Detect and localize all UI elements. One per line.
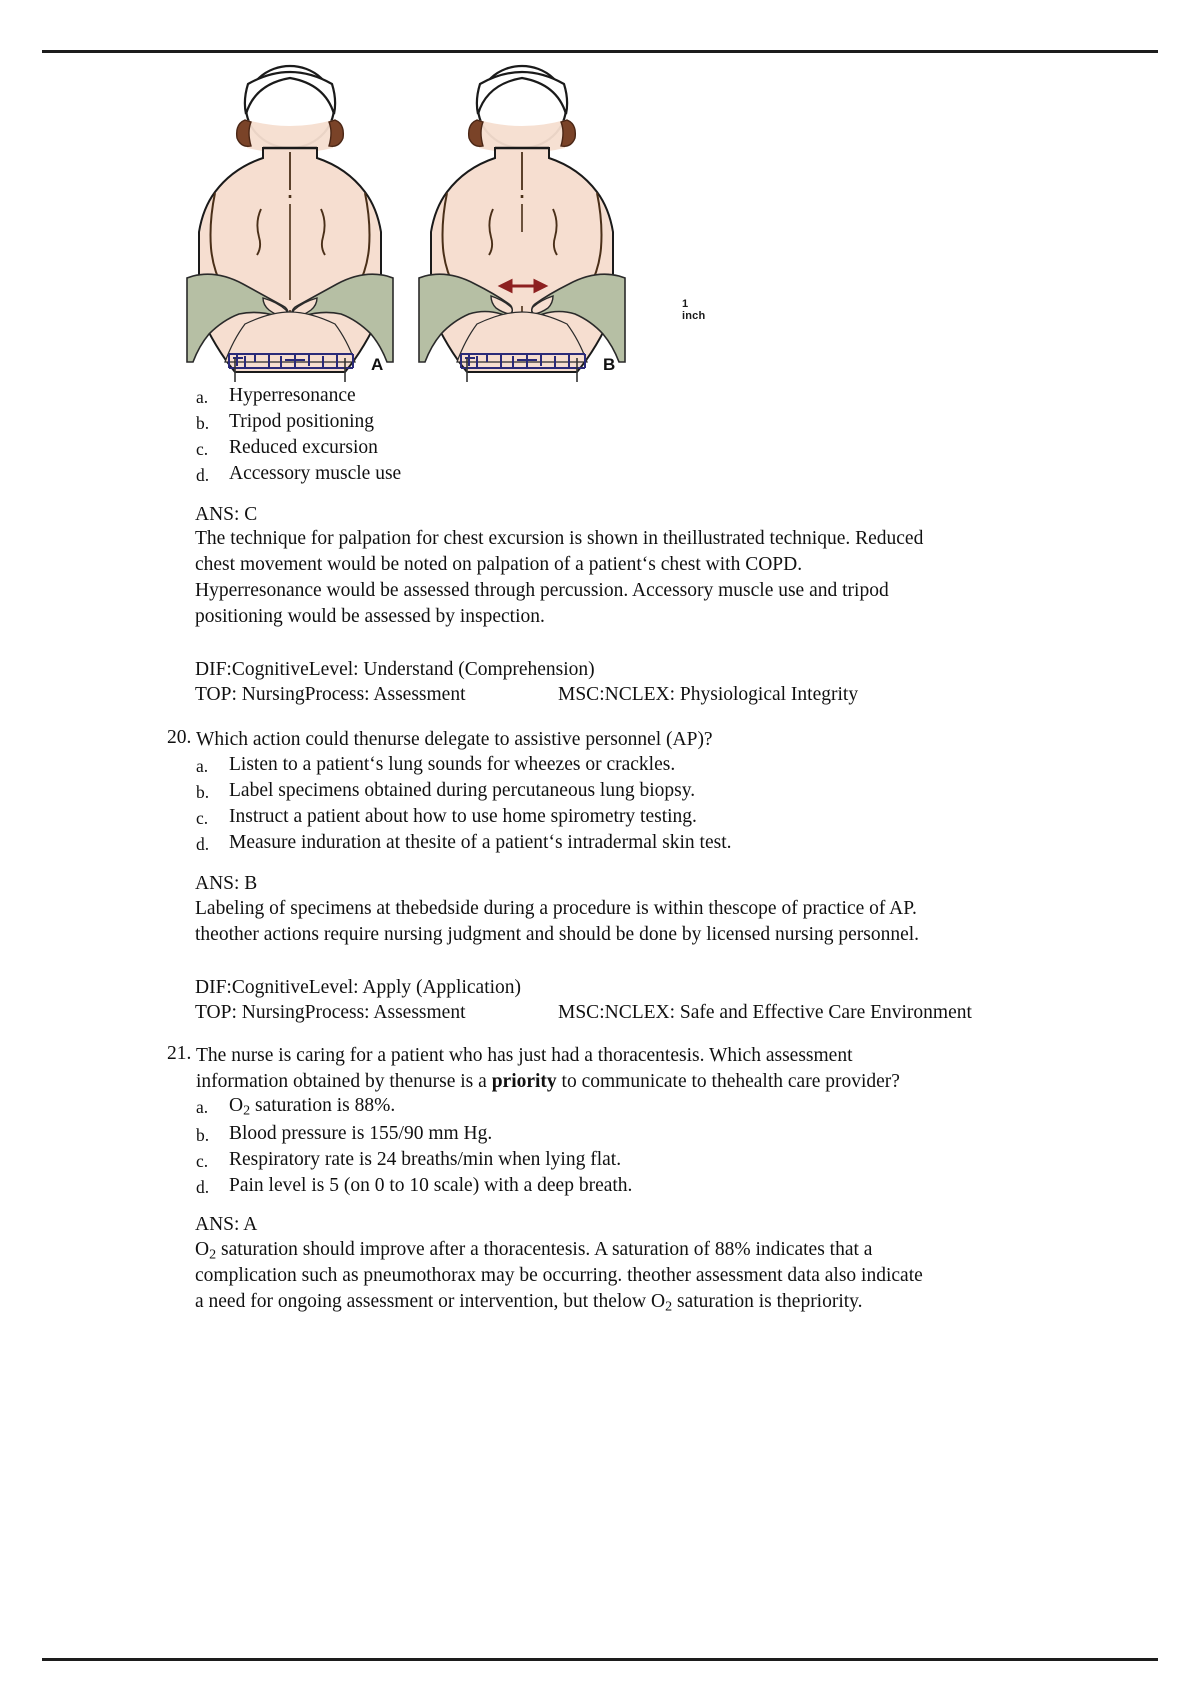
q20-top-line: TOP: NursingProcess: Assessment [195,1002,466,1023]
q21-option-b-letter: b. [196,1125,210,1145]
q21-stem-bold: priority [491,1071,557,1092]
q20-option-a-text[interactable]: Listen to a patient‘s lung sounds for wheezes or crackles. [229,754,676,775]
q21-option-d-text[interactable]: Pain level is 5 (on 0 to 10 scale) with a deep breath. [229,1175,633,1196]
figure-label-a: A [371,355,384,374]
q21-option-a-text[interactable] [229,1095,395,1120]
q21-rat3-sub: 2 [665,1298,673,1315]
q21-stem-line-1: The nurse is caring for a patient who has just had a thoracentesis. Which assessment [196,1045,853,1066]
one-inch-annotation: 1 inch [682,298,706,322]
q19-rationale-line-3: Hyperresonance would be assessed through percussion. Accessory muscle use and tripod [195,580,889,601]
q20-option-d-text[interactable]: Measure induration at thesite of a patient‘s intradermal skin test. [229,832,732,853]
q21-stem-pre: information obtained by thenurse is a [196,1071,492,1092]
q20-rationale-line-1: Labeling of specimens at thebedside during a procedure is within thescope of practice of AP. [195,898,917,919]
q21-rat1-pre: O [195,1239,210,1260]
q19-option-b-text[interactable]: Tripod positioning [229,411,375,432]
figure-label-b: B [603,355,616,374]
q21-rat1-post: saturation should improve after a thoracentesis. A saturation of 88% indicates that a [216,1239,873,1260]
q20-option-b-letter: b. [196,782,210,802]
q21-option-c-text[interactable]: Respiratory rate is 24 breaths/min when lying flat. [229,1149,622,1170]
page-content [0,62,1200,1315]
q19-option-d-text[interactable]: Accessory muscle use [229,463,402,484]
q20-rationale-line-2: theother actions require nursing judgment and should be done by licensed nursing personnel. [195,924,920,945]
q19-option-d-letter: d. [196,465,210,485]
q21-rat3-post: saturation is thepriority. [672,1291,863,1312]
q19-dif-line: DIF:CognitiveLevel: Understand (Comprehension) [195,659,595,680]
q21-number: 21. [167,1043,192,1064]
q20-option-c-letter: c. [196,808,209,828]
figure-panel-a [185,62,395,382]
q20-stem: Which action could thenurse delegate to assistive personnel (AP)? [196,729,713,750]
q21-option-a-letter: a. [196,1097,209,1117]
q19-option-c-letter: c. [196,439,209,459]
q20-option-b-text[interactable]: Label specimens obtained during percutaneous lung biopsy. [229,780,696,801]
q21-opt-a-post: saturation is 88%. [250,1095,396,1116]
q19-option-a-letter: a. [196,387,209,407]
q21-option-d-letter: d. [196,1177,210,1197]
q21-opt-a-pre: O [229,1095,244,1116]
q21-rationale-line-2: complication such as pneumothorax may be occurring. theother assessment data also indicate [195,1265,923,1286]
q21-stem-post: to communicate to thehealth care provider? [556,1071,900,1092]
q19-msc-line: MSC:NCLEX: Physiological Integrity [558,684,859,705]
q19-rationale-line-1: The technique for palpation for chest excursion is shown in theillustrated technique. Reduced [195,528,924,549]
q19-top-line: TOP: NursingProcess: Assessment [195,684,466,705]
q20-option-c-text[interactable]: Instruct a patient about how to use home spirometry testing. [229,806,697,827]
q19-answer: ANS: C [195,504,258,525]
q20-answer: ANS: B [195,873,258,894]
q21-answer: ANS: A [195,1214,258,1235]
q21-rat1-sub: 2 [209,1246,217,1263]
q21-rationale-line-3 [195,1289,863,1320]
q19-rationale-line-4: positioning would be assessed by inspection. [195,606,545,627]
q20-option-a-letter: a. [196,756,209,776]
chest-excursion-figure [185,62,706,382]
q20-dif-line: DIF:CognitiveLevel: Apply (Application) [195,977,522,998]
figure-panel-b [417,62,627,382]
q21-option-b-text[interactable]: Blood pressure is 155/90 mm Hg. [229,1123,493,1144]
q20-option-d-letter: d. [196,834,210,854]
q21-rat3-pre: a need for ongoing assessment or intervention, but thelow O [195,1291,666,1312]
q19-rationale-line-2: chest movement would be noted on palpation of a patient‘s chest with COPD. [195,554,803,575]
q19-option-a-text[interactable]: Hyperresonance [229,385,356,406]
q19-option-c-text[interactable]: Reduced excursion [229,437,378,458]
page-top-rule [42,50,1158,53]
q20-number: 20. [167,727,192,748]
q21-opt-a-sub: 2 [243,1102,251,1119]
page-bottom-rule [42,1658,1158,1661]
q19-option-b-letter: b. [196,413,210,433]
q20-msc-line: MSC:NCLEX: Safe and Effective Care Environment [558,1002,972,1023]
q21-stem-line-2 [196,1069,900,1095]
q21-option-c-letter: c. [196,1151,209,1171]
